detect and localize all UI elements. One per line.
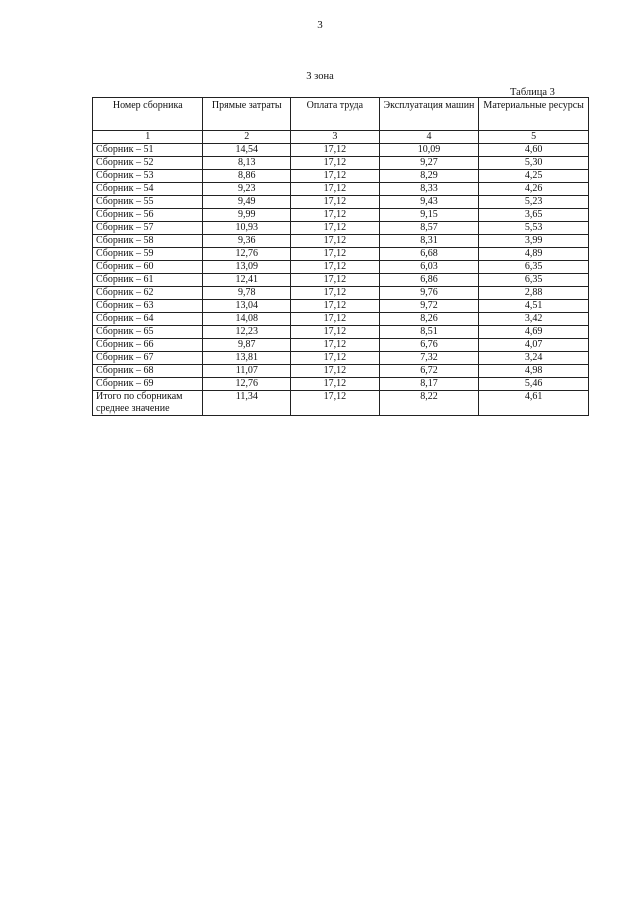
value-cell: 4,26 <box>479 183 589 196</box>
value-cell: 17,12 <box>291 339 380 352</box>
header-cell: Оплата труда <box>291 98 380 131</box>
value-cell: 8,31 <box>379 235 479 248</box>
zone-title: 3 зона <box>306 71 334 82</box>
table-row <box>93 183 589 196</box>
table-row <box>93 378 589 391</box>
row-label-cell: Сборник – 69 <box>93 378 203 391</box>
row-label-cell: Сборник – 56 <box>93 209 203 222</box>
header-row <box>93 98 589 131</box>
value-cell: 5,53 <box>479 222 589 235</box>
value-cell: 6,35 <box>479 261 589 274</box>
table-row <box>93 157 589 170</box>
total-label-line: среднее значение <box>96 403 170 414</box>
table-row <box>93 235 589 248</box>
value-cell: 3,65 <box>479 209 589 222</box>
value-cell: 9,15 <box>379 209 479 222</box>
value-cell: 3,99 <box>479 235 589 248</box>
value-cell: 17,12 <box>291 196 380 209</box>
value-cell: 17,12 <box>291 144 380 157</box>
value-cell: 9,27 <box>379 157 479 170</box>
table-label: Таблица 3 <box>510 87 555 98</box>
value-cell: 12,76 <box>203 378 291 391</box>
table-row <box>93 287 589 300</box>
value-cell: 4,25 <box>479 170 589 183</box>
value-cell: 9,78 <box>203 287 291 300</box>
total-row <box>93 391 589 416</box>
value-cell: 17,12 <box>291 235 380 248</box>
row-label-cell: Сборник – 63 <box>93 300 203 313</box>
value-cell: 3,42 <box>479 313 589 326</box>
value-cell: 9,76 <box>379 287 479 300</box>
value-cell: 8,57 <box>379 222 479 235</box>
value-cell: 6,68 <box>379 248 479 261</box>
value-cell: 17,12 <box>291 261 380 274</box>
row-label-cell: Сборник – 59 <box>93 248 203 261</box>
table-row <box>93 274 589 287</box>
table-row <box>93 365 589 378</box>
column-number-cell: 1 <box>93 131 203 144</box>
value-cell: 11,07 <box>203 365 291 378</box>
value-cell: 8,29 <box>379 170 479 183</box>
value-cell: 17,12 <box>291 274 380 287</box>
value-cell: 17,12 <box>291 183 380 196</box>
value-cell: 17,12 <box>291 313 380 326</box>
table-body <box>93 144 589 416</box>
table-row <box>93 326 589 339</box>
column-number-row <box>93 131 589 144</box>
value-cell: 5,46 <box>479 378 589 391</box>
value-cell: 17,12 <box>291 170 380 183</box>
value-cell: 2,88 <box>479 287 589 300</box>
value-cell: 8,33 <box>379 183 479 196</box>
column-number-cell: 2 <box>203 131 291 144</box>
row-label-cell: Сборник – 61 <box>93 274 203 287</box>
row-label-cell: Сборник – 67 <box>93 352 203 365</box>
total-label-cell <box>93 391 203 416</box>
value-cell: 13,81 <box>203 352 291 365</box>
value-cell: 8,86 <box>203 170 291 183</box>
value-cell: 17,12 <box>291 300 380 313</box>
row-label-cell: Сборник – 68 <box>93 365 203 378</box>
value-cell: 17,12 <box>291 378 380 391</box>
value-cell: 9,99 <box>203 209 291 222</box>
row-label-cell: Сборник – 53 <box>93 170 203 183</box>
table-row <box>93 313 589 326</box>
value-cell: 10,93 <box>203 222 291 235</box>
header-cell: Материальные ресурсы <box>479 98 589 131</box>
value-cell: 17,12 <box>291 326 380 339</box>
value-cell: 8,26 <box>379 313 479 326</box>
value-cell: 5,23 <box>479 196 589 209</box>
row-label-cell: Сборник – 62 <box>93 287 203 300</box>
row-label-cell: Сборник – 66 <box>93 339 203 352</box>
value-cell: 4,98 <box>479 365 589 378</box>
row-label-cell: Сборник – 60 <box>93 261 203 274</box>
value-cell: 4,07 <box>479 339 589 352</box>
header-cell: Номер сборника <box>93 98 203 131</box>
row-label-cell: Сборник – 54 <box>93 183 203 196</box>
row-label-cell: Сборник – 64 <box>93 313 203 326</box>
table-row <box>93 300 589 313</box>
total-value-cell: 17,12 <box>291 391 380 416</box>
value-cell: 17,12 <box>291 287 380 300</box>
value-cell: 17,12 <box>291 222 380 235</box>
row-label-cell: Сборник – 52 <box>93 157 203 170</box>
value-cell: 9,49 <box>203 196 291 209</box>
value-cell: 8,13 <box>203 157 291 170</box>
value-cell: 9,36 <box>203 235 291 248</box>
row-label-cell: Сборник – 65 <box>93 326 203 339</box>
data-table <box>92 97 589 416</box>
row-label-cell: Сборник – 58 <box>93 235 203 248</box>
value-cell: 17,12 <box>291 157 380 170</box>
total-value-cell: 11,34 <box>203 391 291 416</box>
table-row <box>93 209 589 222</box>
value-cell: 12,23 <box>203 326 291 339</box>
value-cell: 4,69 <box>479 326 589 339</box>
table-row <box>93 196 589 209</box>
header-cell: Эксплуатация машин <box>379 98 479 131</box>
value-cell: 8,51 <box>379 326 479 339</box>
header-cell: Прямые затраты <box>203 98 291 131</box>
column-number-cell: 3 <box>291 131 380 144</box>
value-cell: 14,54 <box>203 144 291 157</box>
value-cell: 9,72 <box>379 300 479 313</box>
value-cell: 17,12 <box>291 352 380 365</box>
value-cell: 4,89 <box>479 248 589 261</box>
value-cell: 6,76 <box>379 339 479 352</box>
table-row <box>93 352 589 365</box>
value-cell: 7,32 <box>379 352 479 365</box>
row-label-cell: Сборник – 55 <box>93 196 203 209</box>
value-cell: 4,60 <box>479 144 589 157</box>
table-row <box>93 144 589 157</box>
value-cell: 3,24 <box>479 352 589 365</box>
total-value-cell: 8,22 <box>379 391 479 416</box>
value-cell: 6,72 <box>379 365 479 378</box>
value-cell: 6,35 <box>479 274 589 287</box>
row-label-cell: Сборник – 51 <box>93 144 203 157</box>
column-number-cell: 5 <box>479 131 589 144</box>
value-cell: 6,86 <box>379 274 479 287</box>
value-cell: 12,41 <box>203 274 291 287</box>
value-cell: 17,12 <box>291 209 380 222</box>
value-cell: 6,03 <box>379 261 479 274</box>
table-row <box>93 339 589 352</box>
table-row <box>93 261 589 274</box>
total-value-cell: 4,61 <box>479 391 589 416</box>
column-number-cell: 4 <box>379 131 479 144</box>
table-row <box>93 222 589 235</box>
table-row <box>93 170 589 183</box>
value-cell: 4,51 <box>479 300 589 313</box>
value-cell: 5,30 <box>479 157 589 170</box>
value-cell: 10,09 <box>379 144 479 157</box>
total-label-line: Итого по сборникам <box>96 391 183 402</box>
value-cell: 13,09 <box>203 261 291 274</box>
value-cell: 17,12 <box>291 365 380 378</box>
value-cell: 9,87 <box>203 339 291 352</box>
value-cell: 17,12 <box>291 248 380 261</box>
table-row <box>93 248 589 261</box>
value-cell: 9,23 <box>203 183 291 196</box>
row-label-cell: Сборник – 57 <box>93 222 203 235</box>
value-cell: 12,76 <box>203 248 291 261</box>
page-number: 3 <box>317 19 323 31</box>
value-cell: 13,04 <box>203 300 291 313</box>
value-cell: 8,17 <box>379 378 479 391</box>
value-cell: 14,08 <box>203 313 291 326</box>
value-cell: 9,43 <box>379 196 479 209</box>
